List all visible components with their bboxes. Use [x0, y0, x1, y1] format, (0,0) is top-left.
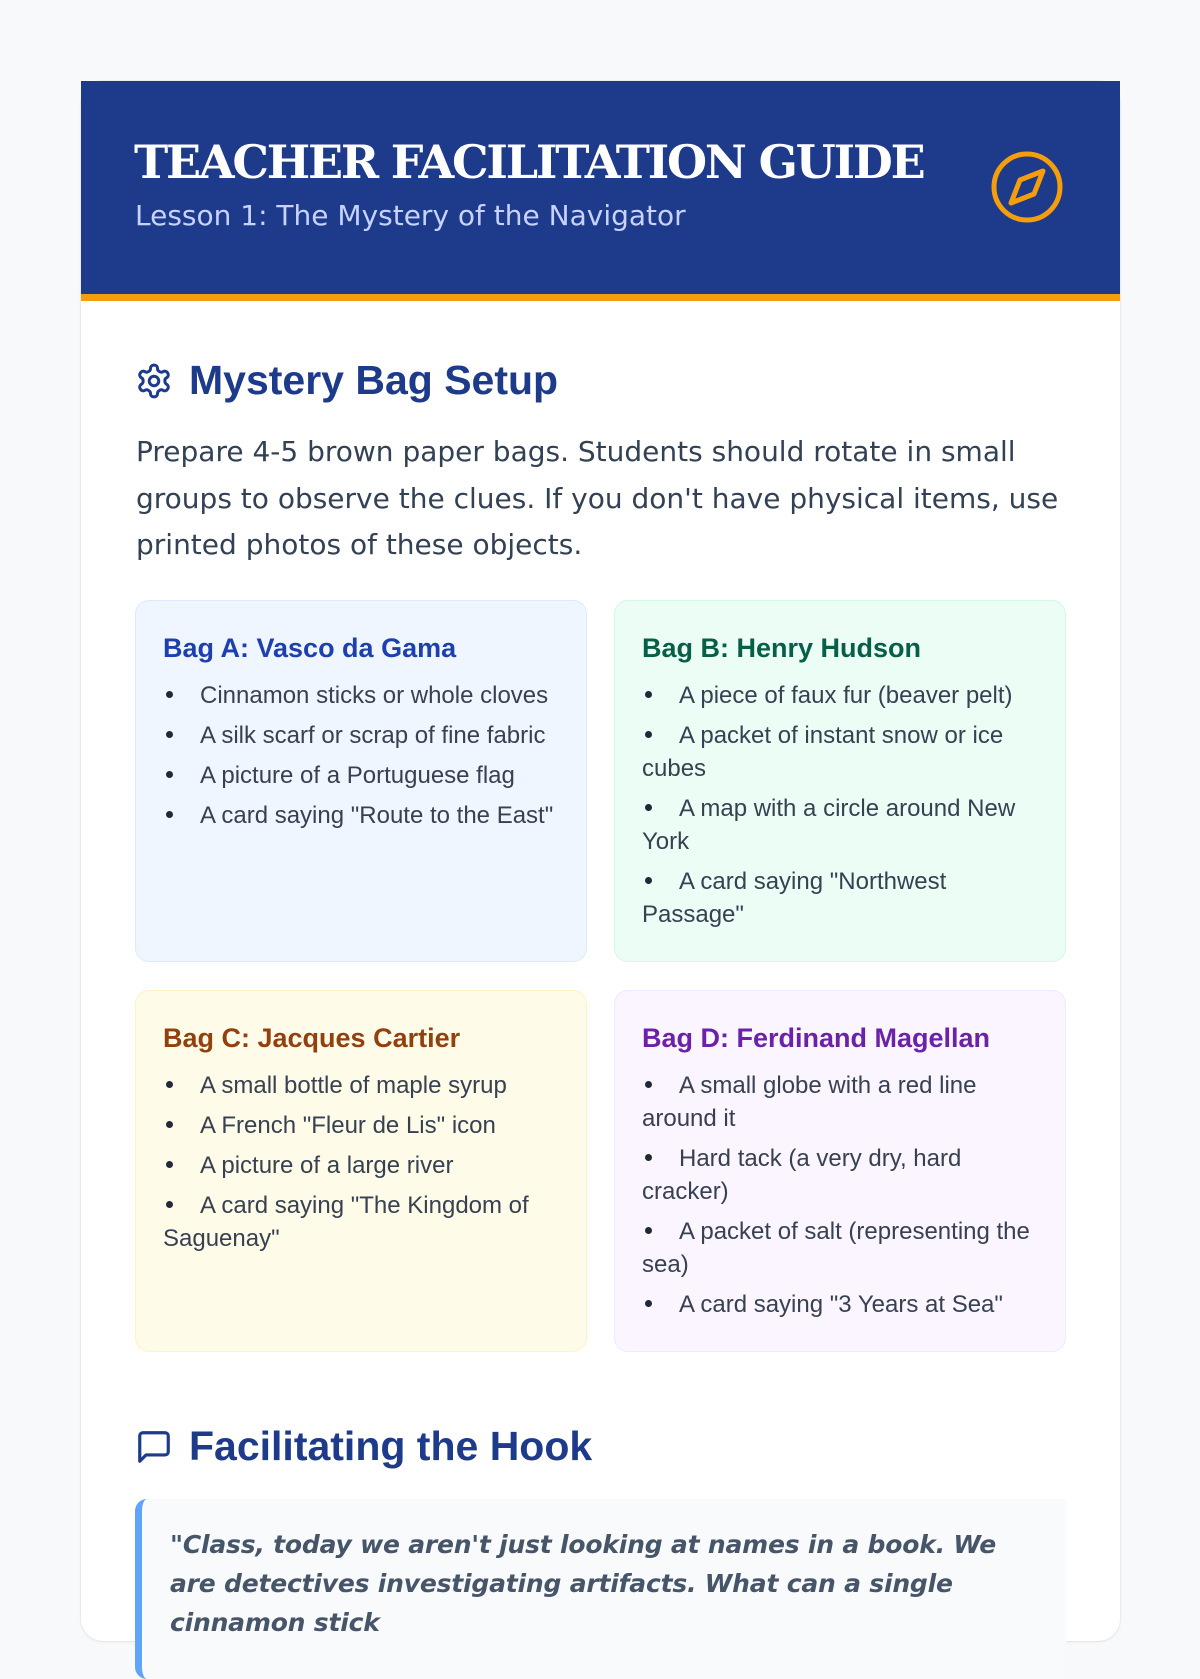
bag-card-d	[614, 990, 1066, 1352]
item-text: A piece of faux fur (beaver pelt)	[679, 682, 1013, 709]
item-text: A picture of a Portuguese flag	[200, 762, 515, 789]
hook-heading-label: Facilitating the Hook	[189, 1423, 593, 1469]
list-item	[642, 792, 1039, 858]
hook-quote: "Class, today we aren't just looking at names in a book. We are detectives investigating artifacts. What can a single cinnamon stick	[170, 1530, 996, 1637]
bullet-icon	[166, 811, 173, 818]
bullet-icon	[645, 877, 652, 884]
bullet-icon	[645, 804, 652, 811]
bag-items	[163, 1069, 560, 1255]
item-text: A card saying "3 Years at Sea"	[679, 1291, 1003, 1318]
bag-title: Bag B: Henry Hudson	[642, 633, 922, 663]
list-item	[642, 679, 1039, 712]
item-text: A silk scarf or scrap of fine fabric	[200, 722, 546, 749]
list-item	[642, 1142, 1039, 1208]
setup-heading-label: Mystery Bag Setup	[189, 357, 559, 403]
bullet-icon	[645, 731, 652, 738]
list-item	[163, 1109, 560, 1142]
list-item	[163, 719, 560, 752]
bullet-icon	[166, 1161, 173, 1168]
item-text: A card saying "Route to the East"	[200, 802, 554, 829]
bullet-icon	[645, 691, 652, 698]
item-text: A picture of a large river	[200, 1152, 454, 1179]
item-text: A packet of salt (representing the sea)	[642, 1218, 1030, 1278]
bullet-icon	[645, 1300, 652, 1307]
bag-title: Bag D: Ferdinand Magellan	[642, 1023, 991, 1053]
list-item	[642, 1069, 1039, 1135]
item-text: A packet of instant snow or ice cubes	[642, 722, 1004, 782]
item-text: A card saying "The Kingdom of Saguenay"	[163, 1192, 529, 1252]
bullet-icon	[645, 1154, 652, 1161]
bullet-icon	[166, 1081, 173, 1088]
list-item	[642, 719, 1039, 785]
list-item	[642, 1288, 1039, 1321]
guide-header	[81, 81, 1120, 301]
item-text: A map with a circle around New York	[642, 795, 1016, 855]
list-item	[163, 1189, 560, 1255]
item-text: A small bottle of maple syrup	[200, 1072, 507, 1099]
bag-items	[642, 1069, 1039, 1321]
list-item	[163, 679, 560, 712]
lesson-subtitle: Lesson 1: The Mystery of the Navigator	[135, 199, 686, 232]
bag-items	[163, 679, 560, 832]
bullet-icon	[166, 771, 173, 778]
message-icon	[135, 1428, 173, 1466]
setup-intro: Prepare 4-5 brown paper bags. Students should rotate in small groups to observe the clues. If you don't have physical items, use printed photos of these objects.	[136, 435, 1059, 561]
bag-title: Bag A: Vasco da Gama	[163, 633, 457, 663]
guide-card	[81, 81, 1120, 1641]
page-title: TEACHER FACILITATION GUIDE	[134, 135, 924, 189]
bullet-icon	[166, 1201, 173, 1208]
bullet-icon	[645, 1227, 652, 1234]
item-text: A small globe with a red line around it	[642, 1072, 977, 1132]
item-text: A card saying "Northwest Passage"	[642, 868, 947, 928]
item-text: Cinnamon sticks or whole cloves	[200, 682, 549, 709]
hook-section-heading	[135, 1423, 592, 1470]
setup-section-heading	[135, 357, 558, 404]
bullet-icon	[645, 1081, 652, 1088]
list-item	[642, 865, 1039, 931]
list-item	[163, 759, 560, 792]
bag-card-b	[614, 600, 1066, 962]
list-item	[163, 1069, 560, 1102]
hook-quote-box	[135, 1499, 1066, 1679]
bullet-icon	[166, 1121, 173, 1128]
list-item	[642, 1215, 1039, 1281]
list-item	[163, 1149, 560, 1182]
bag-card-a	[135, 600, 587, 962]
bag-items	[642, 679, 1039, 931]
bullet-icon	[166, 691, 173, 698]
bag-title: Bag C: Jacques Cartier	[163, 1023, 461, 1053]
compass-icon	[989, 149, 1065, 225]
item-text: A French "Fleur de Lis" icon	[200, 1112, 496, 1139]
bullet-icon	[166, 731, 173, 738]
item-text: Hard tack (a very dry, hard cracker)	[642, 1145, 962, 1205]
list-item	[163, 799, 560, 832]
bag-card-c	[135, 990, 587, 1352]
gear-icon	[135, 362, 173, 400]
